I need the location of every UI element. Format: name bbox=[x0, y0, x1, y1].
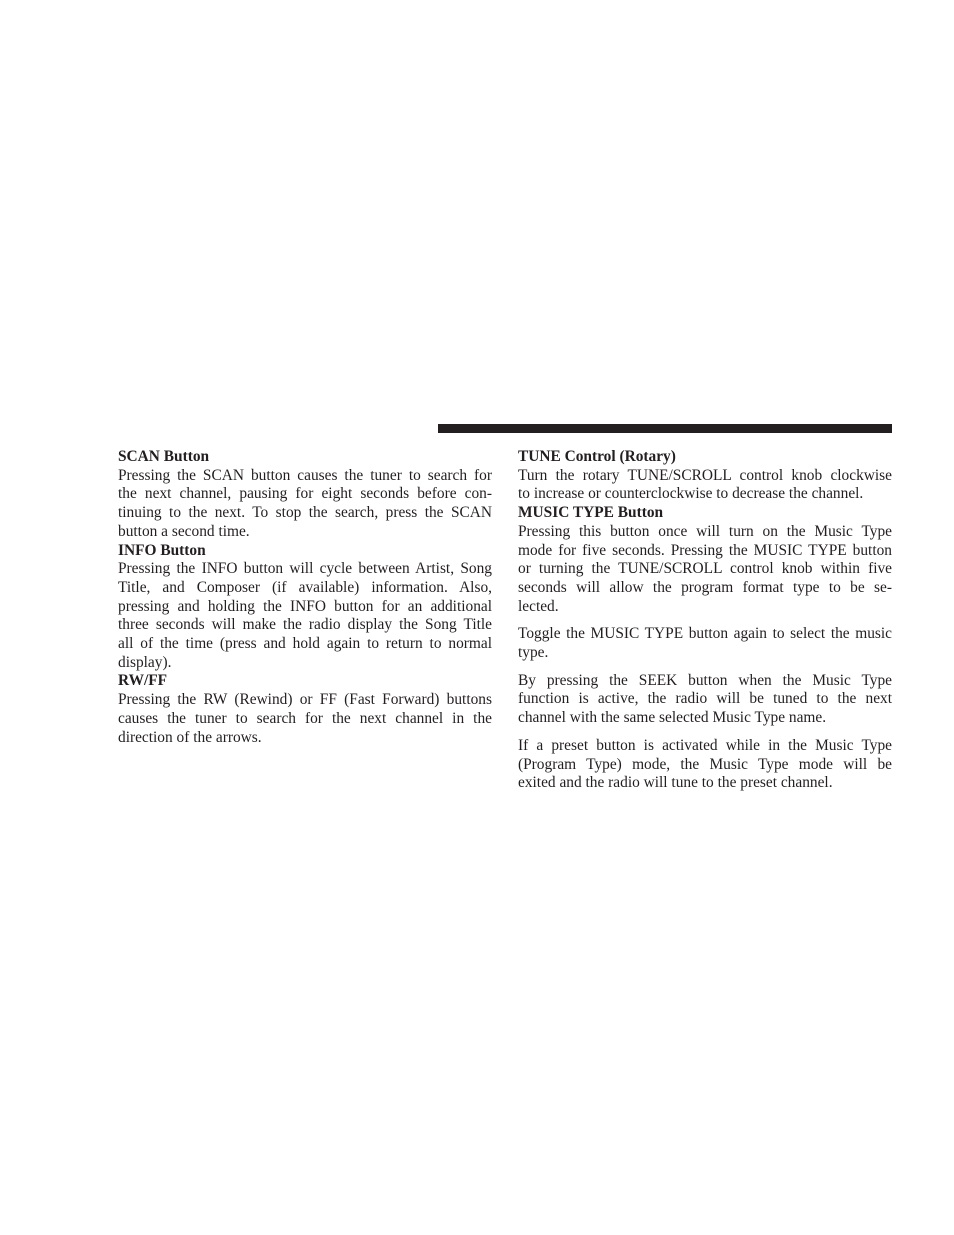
section-scan-button bbox=[118, 448, 492, 542]
text-line: If a preset button is activated while in the Music Type bbox=[518, 736, 892, 754]
text-line: Pressing the INFO button will cycle between Artist, Song bbox=[118, 560, 492, 578]
section-heading: RW/FF bbox=[118, 672, 168, 690]
text-line: channel with the same selected Music Type name. bbox=[518, 709, 827, 727]
section-heading: MUSIC TYPE Button bbox=[518, 504, 664, 522]
text-line: lected. bbox=[518, 597, 559, 615]
text-line: three seconds will make the radio display the Song Title bbox=[118, 616, 492, 634]
text-line: Pressing the RW (Rewind) or FF (Fast Forward) buttons bbox=[118, 691, 492, 709]
text-line: type. bbox=[518, 644, 549, 662]
right-column bbox=[518, 448, 892, 793]
body-paragraph bbox=[518, 523, 892, 617]
text-line: Toggle the MUSIC TYPE button again to select the music bbox=[518, 625, 892, 643]
text-line: (Program Type) mode, the Music Type mode will be bbox=[518, 755, 892, 773]
text-line: pressing and holding the INFO button for an additional bbox=[118, 597, 492, 615]
text-line: Turn the rotary TUNE/SCROLL control knob clockwise bbox=[518, 466, 892, 484]
section-divider-bar bbox=[438, 424, 892, 433]
section-heading: TUNE Control (Rotary) bbox=[518, 448, 676, 465]
text-line: tinuing to the next. To stop the search, press the SCAN bbox=[118, 504, 492, 522]
left-column bbox=[118, 448, 492, 747]
text-line: Title, and Composer (if available) information. Also, bbox=[118, 578, 492, 596]
text-line: seconds will allow the program format type to be se- bbox=[518, 578, 892, 596]
text-line: function is active, the radio will be tuned to the next bbox=[518, 690, 892, 708]
text-line: or turning the TUNE/SCROLL control knob within five bbox=[518, 560, 892, 578]
section-heading: SCAN Button bbox=[118, 448, 210, 465]
text-line: exited and the radio will tune to the preset channel. bbox=[518, 774, 833, 792]
section-heading: INFO Button bbox=[118, 541, 206, 559]
section-music-type-button bbox=[518, 504, 892, 793]
text-line: causes the tuner to search for the next channel in the bbox=[118, 709, 492, 727]
text-line: display). bbox=[118, 653, 172, 671]
text-line: Pressing the SCAN button causes the tuner to search for bbox=[118, 466, 492, 484]
body-paragraph bbox=[518, 467, 892, 504]
text-line: mode for five seconds. Pressing the MUSIC TYPE button bbox=[518, 541, 892, 559]
section-info-button bbox=[118, 542, 492, 673]
text-line: the next channel, pausing for eight seconds before con- bbox=[118, 485, 492, 503]
body-paragraph bbox=[118, 560, 492, 672]
section-rw-ff bbox=[118, 672, 492, 747]
text-line: to increase or counterclockwise to decrease the channel. bbox=[518, 485, 864, 503]
text-line: direction of the arrows. bbox=[118, 728, 262, 746]
text-line: button a second time. bbox=[118, 522, 250, 540]
body-paragraph bbox=[118, 691, 492, 747]
body-paragraph bbox=[518, 737, 892, 793]
body-paragraph bbox=[518, 625, 892, 662]
text-line: all of the time (press and hold again to return to normal bbox=[118, 635, 492, 653]
body-paragraph bbox=[518, 672, 892, 728]
body-paragraph bbox=[118, 467, 492, 542]
text-line: By pressing the SEEK button when the Music Type bbox=[518, 671, 892, 689]
text-line: Pressing this button once will turn on the Music Type bbox=[518, 522, 892, 540]
section-tune-control-rotary bbox=[518, 448, 892, 504]
